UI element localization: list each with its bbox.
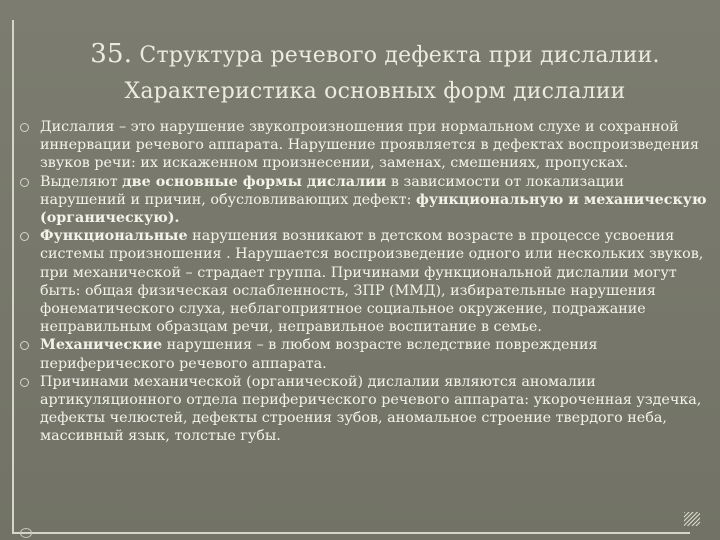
bullet-circle-icon [20,378,29,387]
bullet-bold-text: функциональную и механическую (органическую). [40,191,707,227]
bullet-circle-icon [20,178,29,187]
bullet-circle-icon [20,341,29,350]
bullet-list [20,118,712,446]
bullet-text: нарушения – в любом возрасте вследствие повреждения периферического речевого аппарата. [40,337,598,372]
slide-title [40,36,710,110]
bullet-bold-text: две основные формы дислалии [122,173,387,190]
title-line-2: Характеристика основных форм дислалии [124,79,626,104]
bullet-text: Выделяют [40,173,123,190]
bullet-bold-text: Механические [40,337,163,354]
bullet-item-causes [20,373,712,446]
corner-hatch-decoration [684,512,700,526]
frame-left-line [12,20,14,534]
bullet-text: в зависимости от локализации нарушений и причин, обусловливающих дефект: [40,173,625,208]
title-text-1: Структура речевого дефекта при дислалии. [139,43,660,68]
bullet-item-functional [20,227,712,336]
frame-bottom-line [12,532,690,534]
slide-notes-icon[interactable] [20,528,32,538]
bullet-item-forms [20,173,712,228]
bullet-bold-text: Функциональные [40,228,188,245]
bullet-text: Дислалия – это нарушение звукопроизношения при нормальном слухе и сохранной иннервации речевого аппарата. Нарушение проявляется в дефектах воспроизведения звуков речи: их искаженном произнесении, заменах, смешениях, пропусках. [40,119,700,172]
slide-number: 35. [90,39,133,69]
bullet-text: Причинами механической (органической) дислалии являются аномалии артикуляционного отдела периферического речевого аппарата: укороченная уздечка, дефекты челюстей, дефекты строения зубов, аномальное строение твердого неба, массивный язык, толстые губы. [40,373,702,445]
bullet-item-mechanical [20,336,712,372]
bullet-text: нарушения возникают в детском возрасте в процессе усвоения системы произношения . Нарушается воспроизведение одного или нескольких звуков, при механической – страдает группа. Причинами функциональной дислалии могут быть: общая физическая ослабленность, ЗПР (ММД), избирательные нарушения фонематического слуха, неблагоприятное социальное окружение, подражание неправильным образцам речи, неправильное воспитание в семье. [40,228,704,336]
bullet-item-definition [20,118,712,173]
bullet-circle-icon [20,123,29,132]
title-line-1 [40,36,710,74]
bullet-circle-icon [20,232,29,241]
